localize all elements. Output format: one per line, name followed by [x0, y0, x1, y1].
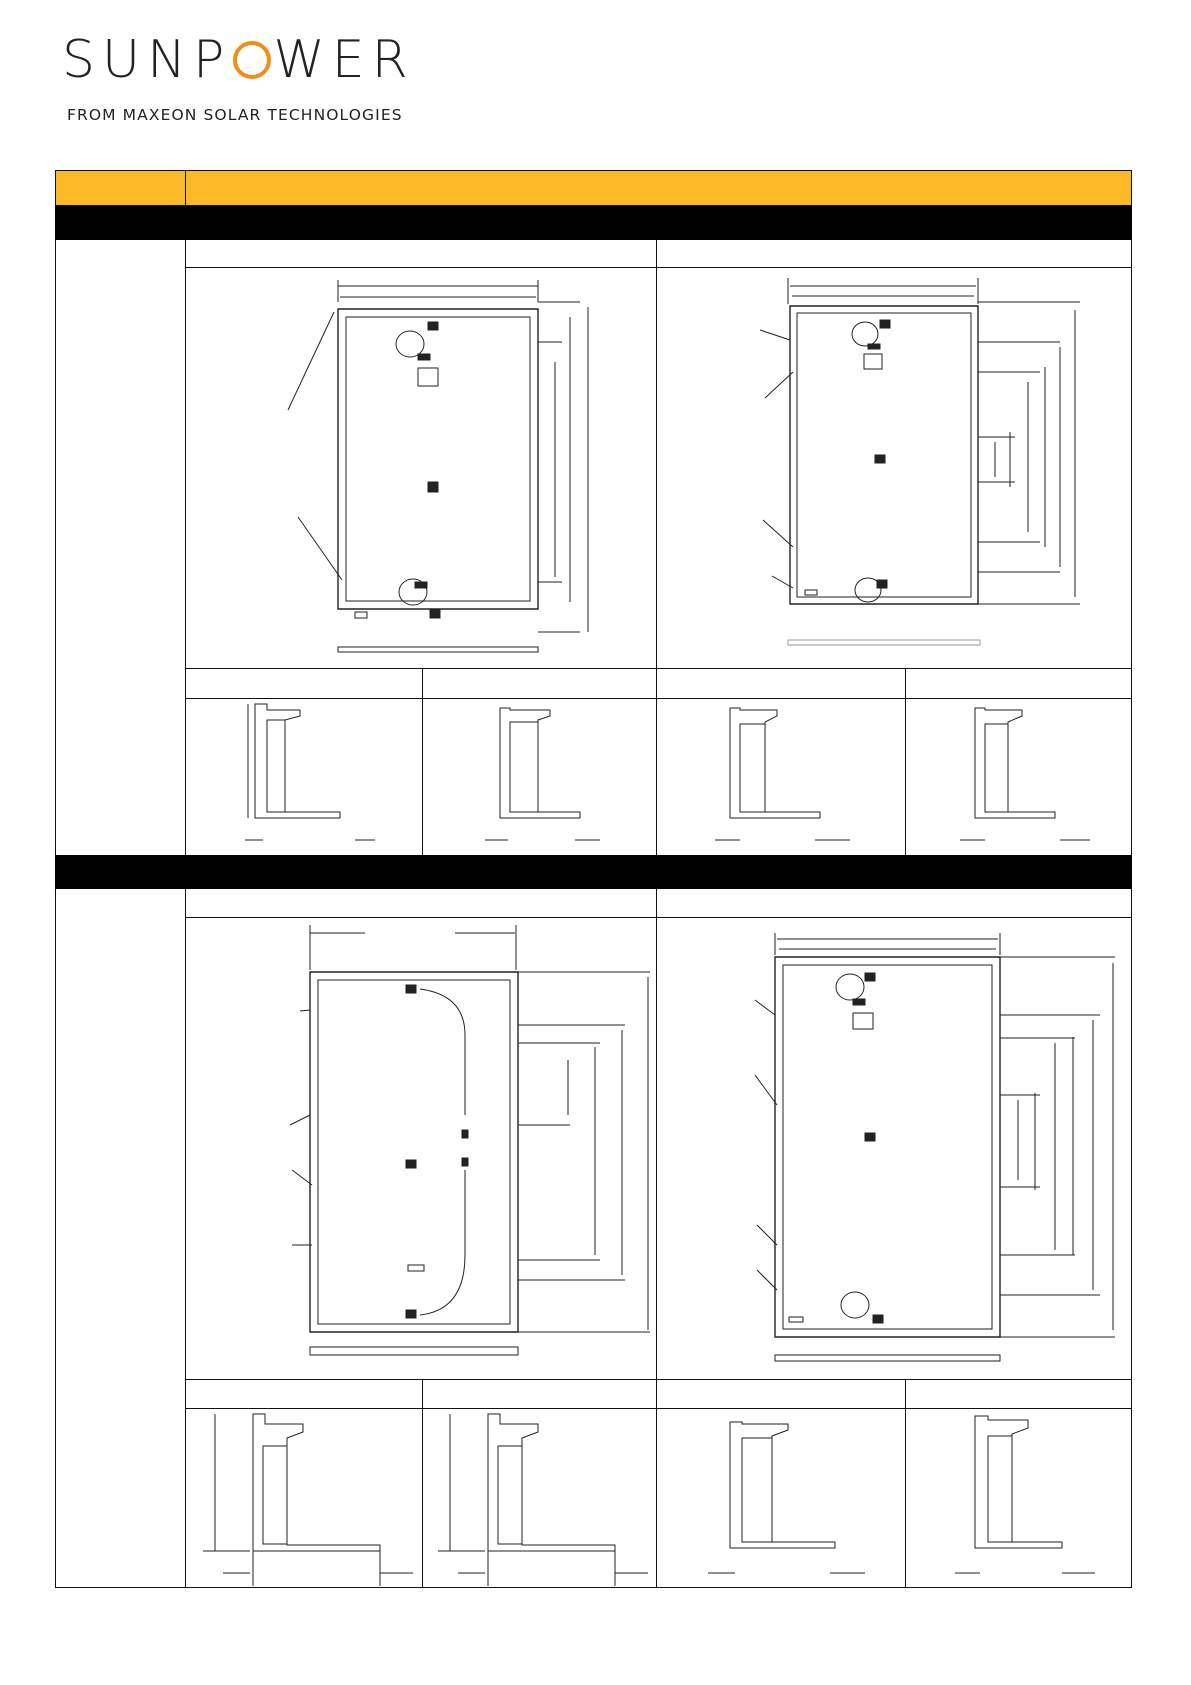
- grid-line: [185, 240, 186, 855]
- grid-line: [185, 668, 1132, 669]
- header-divider: [185, 170, 186, 206]
- grid-line: [185, 889, 186, 1588]
- grid-line: [185, 1379, 1132, 1380]
- logo-text-start: SUNP: [62, 30, 232, 90]
- grid-line: [422, 1379, 423, 1588]
- grid-line: [422, 668, 423, 855]
- grid-line: [656, 668, 657, 855]
- table-header: [55, 170, 1132, 206]
- grid-line: [185, 267, 1132, 268]
- grid-line: [905, 668, 906, 855]
- module-drawing-a: [270, 272, 590, 667]
- section-band-2: [55, 855, 1132, 889]
- module-drawing-c: [270, 925, 660, 1370]
- grid-line: [905, 1379, 906, 1588]
- sunpower-logo: [62, 30, 415, 90]
- grid-line: [185, 917, 1132, 918]
- grid-line: [656, 240, 657, 668]
- grid-line: [656, 1379, 657, 1588]
- frame-profile-8: [950, 1408, 1110, 1586]
- section-band-1: [55, 206, 1132, 240]
- frame-profile-6: [430, 1408, 655, 1586]
- module-drawing-b: [760, 272, 1090, 667]
- frame-profile-1: [245, 700, 395, 852]
- frame-profile-4: [960, 700, 1100, 852]
- logo-text-end: WER: [273, 30, 415, 90]
- logo-sun-icon: [233, 41, 271, 79]
- logo-tagline: FROM MAXEON SOLAR TECHNOLOGIES: [67, 106, 403, 124]
- frame-profile-7: [700, 1408, 890, 1586]
- module-drawing-d: [755, 925, 1125, 1370]
- frame-profile-2: [480, 700, 610, 852]
- frame-profile-3: [715, 700, 865, 852]
- frame-profile-5: [195, 1408, 420, 1586]
- grid-line: [185, 698, 1132, 699]
